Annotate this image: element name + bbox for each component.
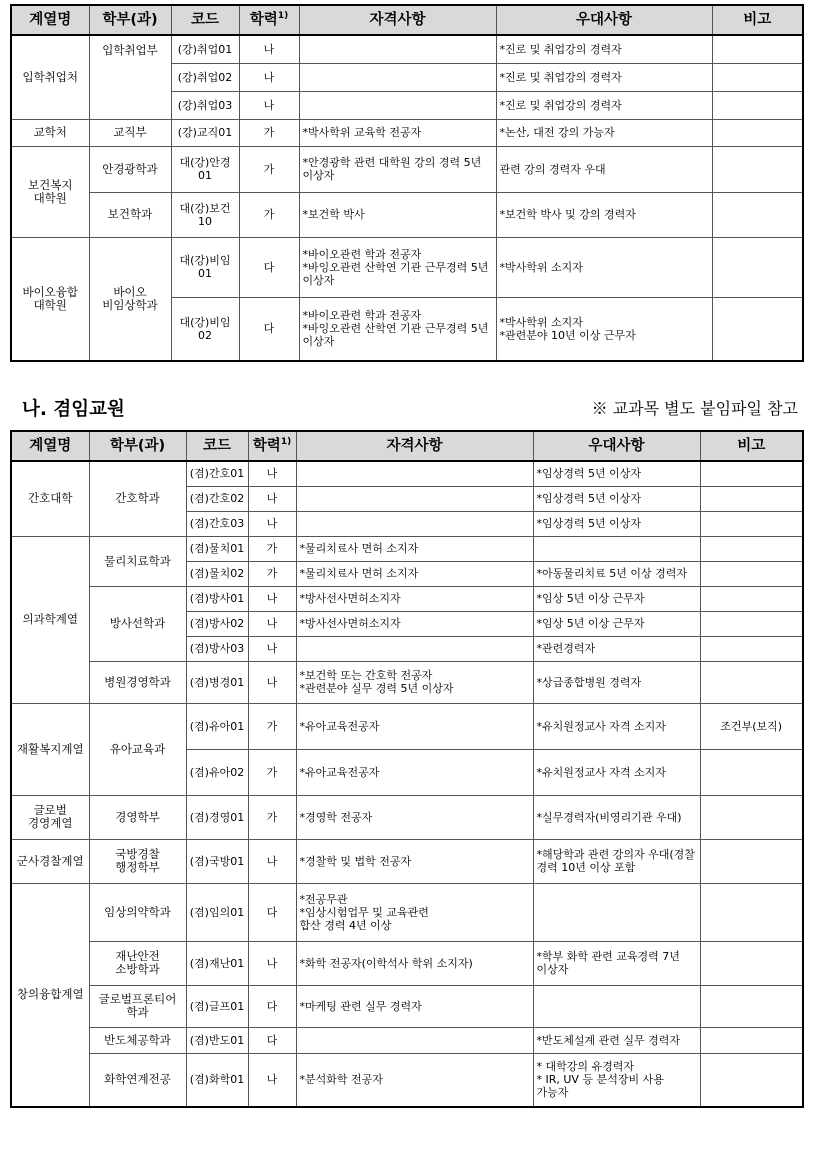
major-cell: 임상의약학과 bbox=[89, 883, 186, 941]
qualification-cell: *보건학 박사 bbox=[299, 192, 496, 237]
degree-cell: 가 bbox=[248, 749, 296, 795]
major-cell: 교직부 bbox=[89, 119, 171, 146]
note-cell bbox=[700, 611, 803, 636]
note-cell bbox=[700, 941, 803, 985]
major-cell: 국방경찰 행정학부 bbox=[89, 839, 186, 883]
section-note: ※ 교과목 별도 붙임파일 참고 bbox=[591, 399, 798, 418]
qualification-cell: *바이오관련 학과 전공자 *바잉오관련 산학연 기관 근무경력 5년 이상자 bbox=[299, 237, 496, 297]
code-cell: (강)취업02 bbox=[171, 63, 239, 91]
dept-cell: 입학취업처 bbox=[11, 35, 89, 119]
preference-cell: *관련경력자 bbox=[533, 636, 700, 661]
note-cell bbox=[712, 63, 803, 91]
degree-cell: 나 bbox=[248, 1053, 296, 1107]
note-cell bbox=[700, 1053, 803, 1107]
note-cell bbox=[712, 297, 803, 361]
table-row bbox=[11, 237, 803, 297]
major-cell: 안경광학과 bbox=[89, 146, 171, 192]
preference-cell: *박사학위 소지자 bbox=[496, 237, 712, 297]
table-row bbox=[11, 146, 803, 192]
table-row bbox=[11, 1027, 803, 1053]
note-cell bbox=[700, 561, 803, 586]
degree-cell: 다 bbox=[239, 237, 299, 297]
preference-cell: *보건학 박사 및 강의 경력자 bbox=[496, 192, 712, 237]
note-cell bbox=[700, 749, 803, 795]
major-cell: 화학연계전공 bbox=[89, 1053, 186, 1107]
degree-cell: 다 bbox=[248, 985, 296, 1027]
table-row bbox=[11, 1053, 803, 1107]
degree-cell: 다 bbox=[239, 297, 299, 361]
qualification-cell: *방사선사면허소지자 bbox=[296, 586, 533, 611]
dept-cell: 군사경찰계열 bbox=[11, 839, 89, 883]
header-preference: 우대사항 bbox=[533, 431, 700, 461]
note-cell bbox=[712, 146, 803, 192]
header-degree: 학력$^{1)}$ bbox=[239, 5, 299, 35]
preference-cell: *실무경력자(비영리기관 우대) bbox=[533, 795, 700, 839]
code-cell: (겸)방사03 bbox=[186, 636, 248, 661]
degree-cell: 나 bbox=[248, 586, 296, 611]
dept-cell: 보건복지 대학원 bbox=[11, 146, 89, 237]
preference-cell: *아동물리치료 5년 이상 경력자 bbox=[533, 561, 700, 586]
qualification-cell: *마케팅 관련 실무 경력자 bbox=[296, 985, 533, 1027]
qualification-cell: *화학 전공자(이학석사 학위 소지자) bbox=[296, 941, 533, 985]
table-row bbox=[11, 586, 803, 611]
code-cell: (강)취업01 bbox=[171, 35, 239, 63]
code-cell: (겸)물치01 bbox=[186, 536, 248, 561]
note-cell bbox=[700, 661, 803, 703]
major-cell: 방사선학과 bbox=[89, 586, 186, 661]
header-note: 비고 bbox=[712, 5, 803, 35]
preference-cell: *임상경력 5년 이상자 bbox=[533, 511, 700, 536]
major-cell: 반도체공학과 bbox=[89, 1027, 186, 1053]
header-qualification: 자격사항 bbox=[296, 431, 533, 461]
dept-cell: 창의융합계열 bbox=[11, 883, 89, 1107]
adjunct-table bbox=[10, 430, 804, 1108]
note-cell bbox=[700, 461, 803, 486]
note-cell bbox=[712, 119, 803, 146]
preference-cell: *진로 및 취업강의 경력자 bbox=[496, 63, 712, 91]
header-major: 학부(과) bbox=[89, 5, 171, 35]
table-row bbox=[11, 192, 803, 237]
header-dept: 계열명 bbox=[11, 431, 89, 461]
header-code: 코드 bbox=[186, 431, 248, 461]
qualification-cell: *물리치료사 면허 소지자 bbox=[296, 536, 533, 561]
preference-cell: *반도체설계 관련 실무 경력자 bbox=[533, 1027, 700, 1053]
code-cell: (겸)유아02 bbox=[186, 749, 248, 795]
preference-cell: *상급종합병원 경력자 bbox=[533, 661, 700, 703]
qualification-cell bbox=[299, 35, 496, 63]
major-cell: 글로벌프론티어 학과 bbox=[89, 985, 186, 1027]
preference-cell: *해당학과 관련 강의자 우대(경찰 경력 10년 이상 포함 bbox=[533, 839, 700, 883]
major-cell: 입학취업부 bbox=[89, 35, 171, 119]
major-cell: 바이오 비임상학과 bbox=[89, 237, 171, 361]
table-row bbox=[11, 795, 803, 839]
preference-cell bbox=[533, 883, 700, 941]
section-title: 나. 겸임교원 bbox=[22, 399, 125, 420]
note-cell bbox=[700, 985, 803, 1027]
qualification-cell bbox=[296, 511, 533, 536]
degree-cell: 가 bbox=[239, 119, 299, 146]
note-cell bbox=[712, 192, 803, 237]
preference-cell: *임상 5년 이상 근무자 bbox=[533, 586, 700, 611]
table-row bbox=[11, 119, 803, 146]
code-cell: (겸)경영01 bbox=[186, 795, 248, 839]
header-preference: 우대사항 bbox=[496, 5, 712, 35]
code-cell: (겸)물치02 bbox=[186, 561, 248, 586]
code-cell: (겸)간호01 bbox=[186, 461, 248, 486]
lecturer-table bbox=[10, 4, 804, 362]
preference-cell: *유치원정교사 자격 소지자 bbox=[533, 703, 700, 749]
code-cell: (겸)방사02 bbox=[186, 611, 248, 636]
qualification-cell: *박사학위 교육학 전공자 bbox=[299, 119, 496, 146]
table-row bbox=[11, 839, 803, 883]
code-cell: (강)교직01 bbox=[171, 119, 239, 146]
degree-cell: 가 bbox=[239, 146, 299, 192]
header-code: 코드 bbox=[171, 5, 239, 35]
code-cell: 대(강)비임 01 bbox=[171, 237, 239, 297]
degree-cell: 나 bbox=[248, 461, 296, 486]
preference-cell: *유치원정교사 자격 소지자 bbox=[533, 749, 700, 795]
degree-cell: 나 bbox=[248, 839, 296, 883]
note-cell bbox=[712, 91, 803, 119]
code-cell: (강)취업03 bbox=[171, 91, 239, 119]
preference-cell: *학부 화학 관련 교육경력 7년 이상자 bbox=[533, 941, 700, 985]
degree-cell: 나 bbox=[248, 611, 296, 636]
major-cell: 간호학과 bbox=[89, 461, 186, 536]
code-cell: 대(강)보건 10 bbox=[171, 192, 239, 237]
preference-cell: *임상경력 5년 이상자 bbox=[533, 486, 700, 511]
preference-cell: *임상 5년 이상 근무자 bbox=[533, 611, 700, 636]
table-row bbox=[11, 536, 803, 561]
table-row bbox=[11, 35, 803, 63]
degree-cell: 가 bbox=[248, 795, 296, 839]
preference-cell: *진로 및 취업강의 경력자 bbox=[496, 91, 712, 119]
note-cell bbox=[700, 883, 803, 941]
note-cell bbox=[712, 237, 803, 297]
table-row bbox=[11, 883, 803, 941]
table-row bbox=[11, 985, 803, 1027]
degree-cell: 나 bbox=[248, 636, 296, 661]
qualification-cell bbox=[296, 636, 533, 661]
qualification-cell: *유아교육전공자 bbox=[296, 703, 533, 749]
code-cell: (겸)화학01 bbox=[186, 1053, 248, 1107]
qualification-cell: *전공무관 *임상시험업무 및 교육관련 합산 경력 4년 이상 bbox=[296, 883, 533, 941]
header-qualification: 자격사항 bbox=[299, 5, 496, 35]
note-cell bbox=[700, 795, 803, 839]
major-cell: 보건학과 bbox=[89, 192, 171, 237]
code-cell: (겸)임의01 bbox=[186, 883, 248, 941]
degree-cell: 다 bbox=[248, 883, 296, 941]
note-cell bbox=[700, 1027, 803, 1053]
header-degree: 학력$^{1)}$ bbox=[248, 431, 296, 461]
preference-cell bbox=[533, 536, 700, 561]
note-cell bbox=[700, 839, 803, 883]
major-cell: 병원경영학과 bbox=[89, 661, 186, 703]
degree-cell: 나 bbox=[248, 661, 296, 703]
table-row bbox=[11, 461, 803, 486]
qualification-cell bbox=[299, 91, 496, 119]
dept-cell: 재활복지계열 bbox=[11, 703, 89, 795]
dept-cell: 간호대학 bbox=[11, 461, 89, 536]
preference-cell: *논산, 대전 강의 가능자 bbox=[496, 119, 712, 146]
code-cell: (겸)국방01 bbox=[186, 839, 248, 883]
degree-cell: 나 bbox=[248, 941, 296, 985]
major-cell: 물리치료학과 bbox=[89, 536, 186, 586]
qualification-cell: *방사선사면허소지자 bbox=[296, 611, 533, 636]
code-cell: (겸)유아01 bbox=[186, 703, 248, 749]
code-cell: 대(강)비임 02 bbox=[171, 297, 239, 361]
qualification-cell: *유아교육전공자 bbox=[296, 749, 533, 795]
degree-cell: 다 bbox=[248, 1027, 296, 1053]
note-cell bbox=[700, 586, 803, 611]
note-cell: 조건부(보직) bbox=[700, 703, 803, 749]
degree-cell: 나 bbox=[239, 91, 299, 119]
dept-cell: 교학처 bbox=[11, 119, 89, 146]
header-major: 학부(과) bbox=[89, 431, 186, 461]
table-row bbox=[11, 941, 803, 985]
degree-cell: 나 bbox=[248, 486, 296, 511]
major-cell: 경영학부 bbox=[89, 795, 186, 839]
table-row bbox=[11, 661, 803, 703]
note-cell bbox=[700, 486, 803, 511]
degree-cell: 나 bbox=[248, 511, 296, 536]
preference-cell: *진로 및 취업강의 경력자 bbox=[496, 35, 712, 63]
degree-cell: 나 bbox=[239, 35, 299, 63]
qualification-cell: *물리치료사 면허 소지자 bbox=[296, 561, 533, 586]
degree-cell: 가 bbox=[239, 192, 299, 237]
qualification-cell: *경영학 전공자 bbox=[296, 795, 533, 839]
header-dept: 계열명 bbox=[11, 5, 89, 35]
degree-cell: 가 bbox=[248, 703, 296, 749]
qualification-cell bbox=[296, 486, 533, 511]
degree-cell: 가 bbox=[248, 561, 296, 586]
table-row bbox=[11, 703, 803, 749]
qualification-cell: *분석화학 전공자 bbox=[296, 1053, 533, 1107]
degree-cell: 가 bbox=[248, 536, 296, 561]
major-cell: 재난안전 소방학과 bbox=[89, 941, 186, 985]
header-note: 비고 bbox=[700, 431, 803, 461]
qualification-cell: *바이오관련 학과 전공자 *바잉오관련 산학연 기관 근무경력 5년 이상자 bbox=[299, 297, 496, 361]
code-cell: (겸)글프01 bbox=[186, 985, 248, 1027]
preference-cell: *임상경력 5년 이상자 bbox=[533, 461, 700, 486]
note-cell bbox=[700, 511, 803, 536]
code-cell: (겸)간호03 bbox=[186, 511, 248, 536]
code-cell: (겸)재난01 bbox=[186, 941, 248, 985]
code-cell: (겸)간호02 bbox=[186, 486, 248, 511]
preference-cell: *박사학위 소지자 *관련분야 10년 이상 근무자 bbox=[496, 297, 712, 361]
qualification-cell: *보건학 또는 간호학 전공자 *관련분야 실무 경력 5년 이상자 bbox=[296, 661, 533, 703]
degree-cell: 나 bbox=[239, 63, 299, 91]
note-cell bbox=[712, 35, 803, 63]
note-cell bbox=[700, 636, 803, 661]
note-cell bbox=[700, 536, 803, 561]
qualification-cell bbox=[296, 461, 533, 486]
preference-cell bbox=[533, 985, 700, 1027]
preference-cell: 관련 강의 경력자 우대 bbox=[496, 146, 712, 192]
major-cell: 유아교육과 bbox=[89, 703, 186, 795]
dept-cell: 글로벌 경영계열 bbox=[11, 795, 89, 839]
code-cell: 대(강)안경 01 bbox=[171, 146, 239, 192]
code-cell: (겸)방사01 bbox=[186, 586, 248, 611]
dept-cell: 의과학계열 bbox=[11, 536, 89, 703]
qualification-cell bbox=[299, 63, 496, 91]
code-cell: (겸)반도01 bbox=[186, 1027, 248, 1053]
dept-cell: 바이오융합 대학원 bbox=[11, 237, 89, 361]
qualification-cell: *경찰학 및 법학 전공자 bbox=[296, 839, 533, 883]
qualification-cell bbox=[296, 1027, 533, 1053]
preference-cell: * 대학강의 유경력자 * IR, UV 등 분석장비 사용 가능자 bbox=[533, 1053, 700, 1107]
qualification-cell: *안경광학 관련 대학원 강의 경력 5년 이상자 bbox=[299, 146, 496, 192]
code-cell: (겸)병경01 bbox=[186, 661, 248, 703]
